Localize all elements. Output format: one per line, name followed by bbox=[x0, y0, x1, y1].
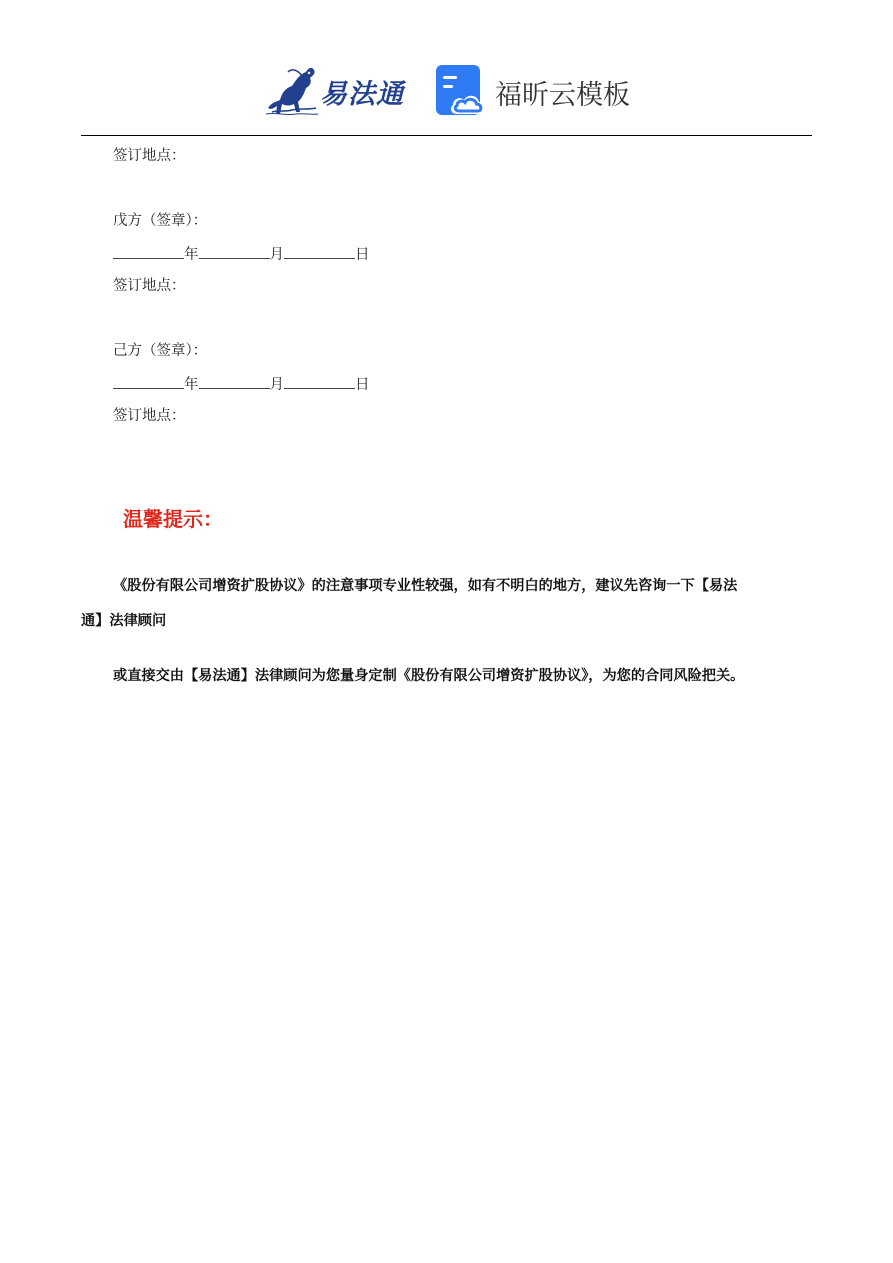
day-blank[interactable] bbox=[284, 374, 355, 389]
party-wu-location-label: 签订地点： bbox=[113, 278, 186, 294]
year-blank[interactable] bbox=[113, 374, 184, 389]
month-label: 月 bbox=[269, 247, 284, 263]
month-blank[interactable] bbox=[199, 374, 270, 389]
fuxin-logo bbox=[435, 64, 645, 118]
party-ji-location-label: 签订地点： bbox=[113, 408, 186, 424]
fuxin-logo-text: 福昕云模板 bbox=[495, 80, 630, 111]
month-blank[interactable] bbox=[199, 244, 270, 259]
previous-party-location-label: 签订地点： bbox=[113, 148, 186, 164]
year-label: 年 bbox=[184, 377, 199, 393]
yifatong-logo-text: 易法通 bbox=[320, 79, 404, 110]
cloud-template-icon bbox=[435, 64, 489, 118]
tip-paragraph-2: 或直接交由【易法通】法律顾问为您量身定制《股份有限公司增资扩股协议》，为您的合同风险把关。 bbox=[113, 668, 745, 684]
day-label: 日 bbox=[355, 377, 370, 393]
party-wu-signature-label: 戊方（签章）： bbox=[113, 213, 208, 229]
qilin-horse-icon bbox=[262, 62, 320, 118]
yifatong-logo bbox=[262, 62, 418, 118]
party-ji-date-line bbox=[113, 374, 370, 394]
party-ji-signature-label: 己方（签章）： bbox=[113, 343, 208, 359]
party-wu-date-line bbox=[113, 244, 370, 264]
day-label: 日 bbox=[355, 247, 370, 263]
month-label: 月 bbox=[269, 377, 284, 393]
day-blank[interactable] bbox=[284, 244, 355, 259]
tip-paragraph-1-line-2: 通】法律顾问 bbox=[81, 613, 167, 629]
header-divider bbox=[81, 135, 812, 136]
year-label: 年 bbox=[184, 247, 199, 263]
page-header bbox=[0, 0, 893, 136]
year-blank[interactable] bbox=[113, 244, 184, 259]
tip-paragraph-1-line-1: 《股份有限公司增资扩股协议》的注意事项专业性较强，如有不明白的地方，建议先咨询一下【易法 bbox=[113, 578, 738, 594]
warm-tip-title: 温馨提示： bbox=[123, 507, 223, 531]
